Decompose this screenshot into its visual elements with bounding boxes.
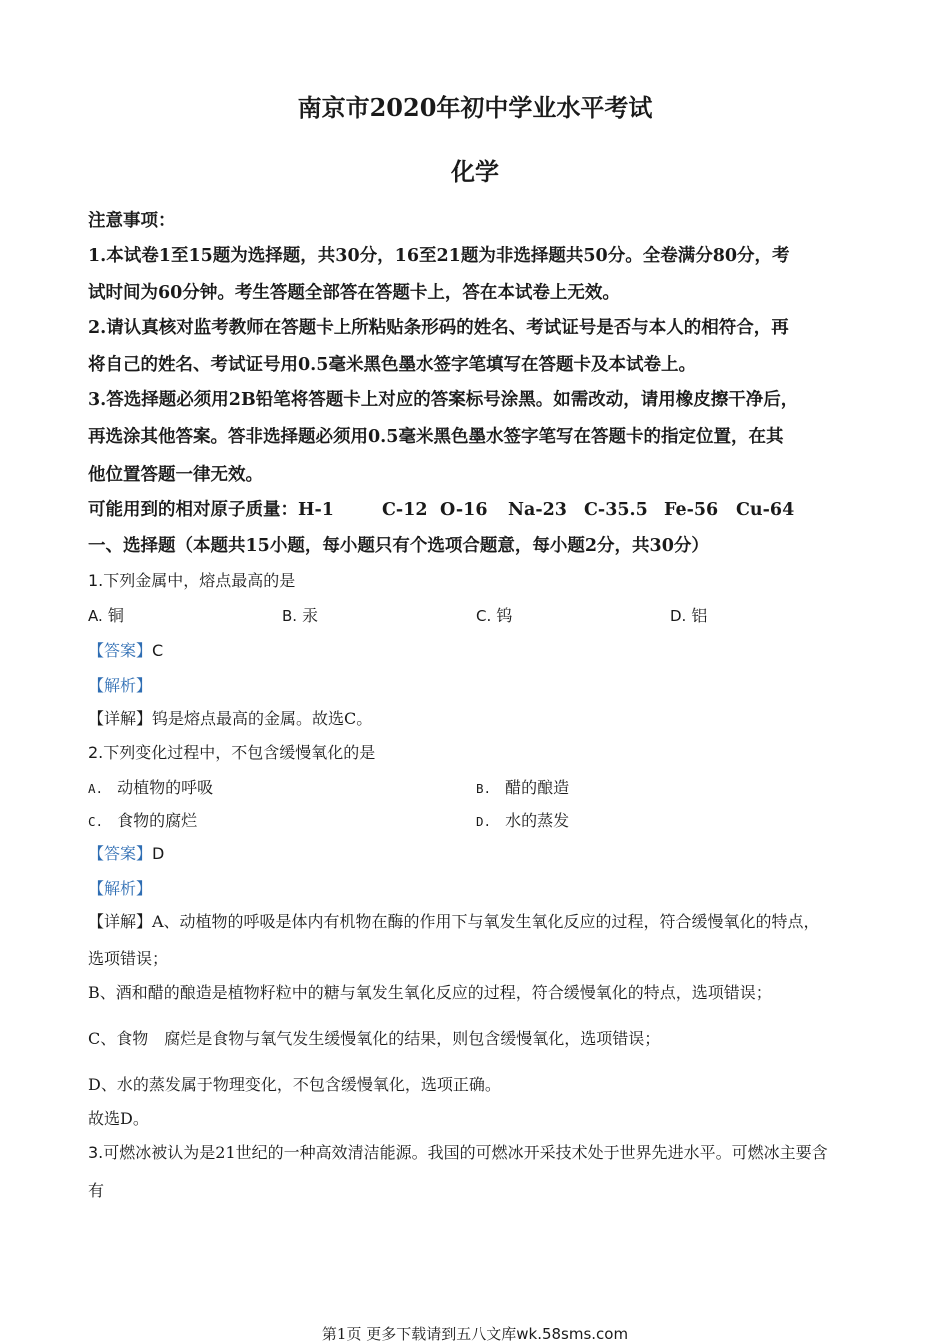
notice-line: 再选涂其他答案。答非选择题必须用0.5毫米黑色墨水签字笔写在答题卡的指定位置，在其 [88,427,784,447]
option-text: 醋的酿造 [505,778,570,797]
q2-analysis-tag: 【解析】 [88,879,153,898]
mass-item: C-35.5 [584,500,648,520]
answer-value: D [152,844,165,863]
option-text: 铝 [691,606,708,625]
q1-analysis-tag: 【解析】 [88,676,153,695]
section-heading: 一、选择题（本题共15小题，每小题只有个选项合题意，每小题2分，共30分） [88,536,709,556]
q2-option-c [88,808,197,831]
question-text: 下列金属中，熔点最高的是 [103,571,296,590]
q1-answer [88,638,163,661]
footer-text: 第1页 更多下载请到五八文库 [321,1325,517,1343]
notice-line: 试时间为60分钟。考生答题全部答在答题卡上，答在本试卷上无效。 [88,283,620,303]
subject-title: 化学 [451,157,499,186]
option-text: 食物的腐烂 [117,811,198,830]
q2-option-d [476,808,569,831]
question-3-stem-cont: 有 [88,1181,105,1200]
notice-heading: 注意事项： [88,211,176,231]
option-label: D. [476,814,492,829]
q2-option-a [88,775,213,798]
answer-tag: 【答案】 [88,641,153,660]
option-label: A. [88,607,103,625]
notice-line: 2.请认真核对监考教师在答题卡上所粘贴条形码的姓名、考试证号是否与本人的相符合，再 [88,318,789,338]
q2-detail-line: B、酒和醋的酿造是植物籽粒中的糖与氧发生氧化反应的过程，符合缓慢氧化的特点，选项错误； [88,983,772,1002]
q1-option-c [476,603,512,626]
option-label: C. [88,814,104,829]
q2-detail-line: 【详解】A、动植物的呼吸是体内有机物在酶的作用下与氧发生氧化反应的过程，符合缓慢氧化的特点， [88,912,820,931]
q2-detail-line: C、食物 腐烂是食物与氧气发生缓慢氧化的结果，则包含缓慢氧化，选项错误； [88,1029,661,1048]
notice-line: 将自己的姓名、考试证号用0.5毫米黑色墨水签字笔填写在答题卡及本试卷上。 [88,355,696,375]
q2-option-b [476,775,569,798]
option-text: 动植物的呼吸 [117,778,214,797]
answer-value: C [152,641,164,660]
q2-detail-line: D、水的蒸发属于物理变化，不包含缓慢氧化，选项正确。 [88,1075,501,1094]
option-label: D. [670,607,687,625]
mass-item: Fe-56 [664,500,719,520]
atomic-masses [88,496,794,521]
exam-title: 南京市2020年初中学业水平考试 [297,93,653,122]
mass-item: Cu-64 [736,500,795,520]
q1-option-b [282,603,318,626]
question-number: 3. [88,1143,104,1162]
question-text: 可燃冰被认为是21世纪的一种高效清洁能源。我国的可燃冰开采技术处于世界先进水平。可燃冰主要含 [103,1143,828,1162]
option-label: B. [476,781,492,796]
notice-line: 3.答选择题必须用2B铅笔将答题卡上对应的答案标号涂黑。如需改动，请用橡皮擦干净后， [88,390,799,410]
option-text: 汞 [302,606,319,625]
mass-item: H-1 [298,500,334,520]
option-text: 钨 [496,606,513,625]
question-number: 2. [88,743,104,762]
atomic-masses-label: 可能用到的相对原子质量： [88,500,298,520]
question-3-stem [88,1140,828,1163]
notice-line: 他位置答题一律无效。 [88,465,263,485]
q1-detail: 【详解】钨是熔点最高的金属。故选C。 [88,709,373,728]
question-1-stem [88,568,295,591]
answer-tag: 【答案】 [88,844,153,863]
option-text: 铜 [107,606,124,625]
notice-line: 1.本试卷1至15题为选择题，共30分，16至21题为非选择题共50分。全卷满分80分，考 [88,246,790,266]
option-label: C. [476,607,492,625]
q2-answer [88,841,164,864]
option-label: A. [88,781,104,796]
mass-item: Na-23 [508,500,567,520]
q2-detail-line: 选项错误； [88,949,169,968]
question-text: 下列变化过程中，不包含缓慢氧化的是 [103,743,376,762]
option-text: 水的蒸发 [505,811,570,830]
option-label: B. [282,607,298,625]
mass-item: O-16 [440,500,488,520]
q1-option-d [670,603,707,626]
q2-detail-line: 故选D。 [88,1109,149,1128]
question-2-stem [88,740,375,763]
page-footer [0,1323,950,1344]
mass-item: C-12 [382,500,428,520]
footer-url[interactable]: wk.58sms.com [516,1325,629,1343]
question-number: 1. [88,571,104,590]
q1-option-a [88,603,124,626]
